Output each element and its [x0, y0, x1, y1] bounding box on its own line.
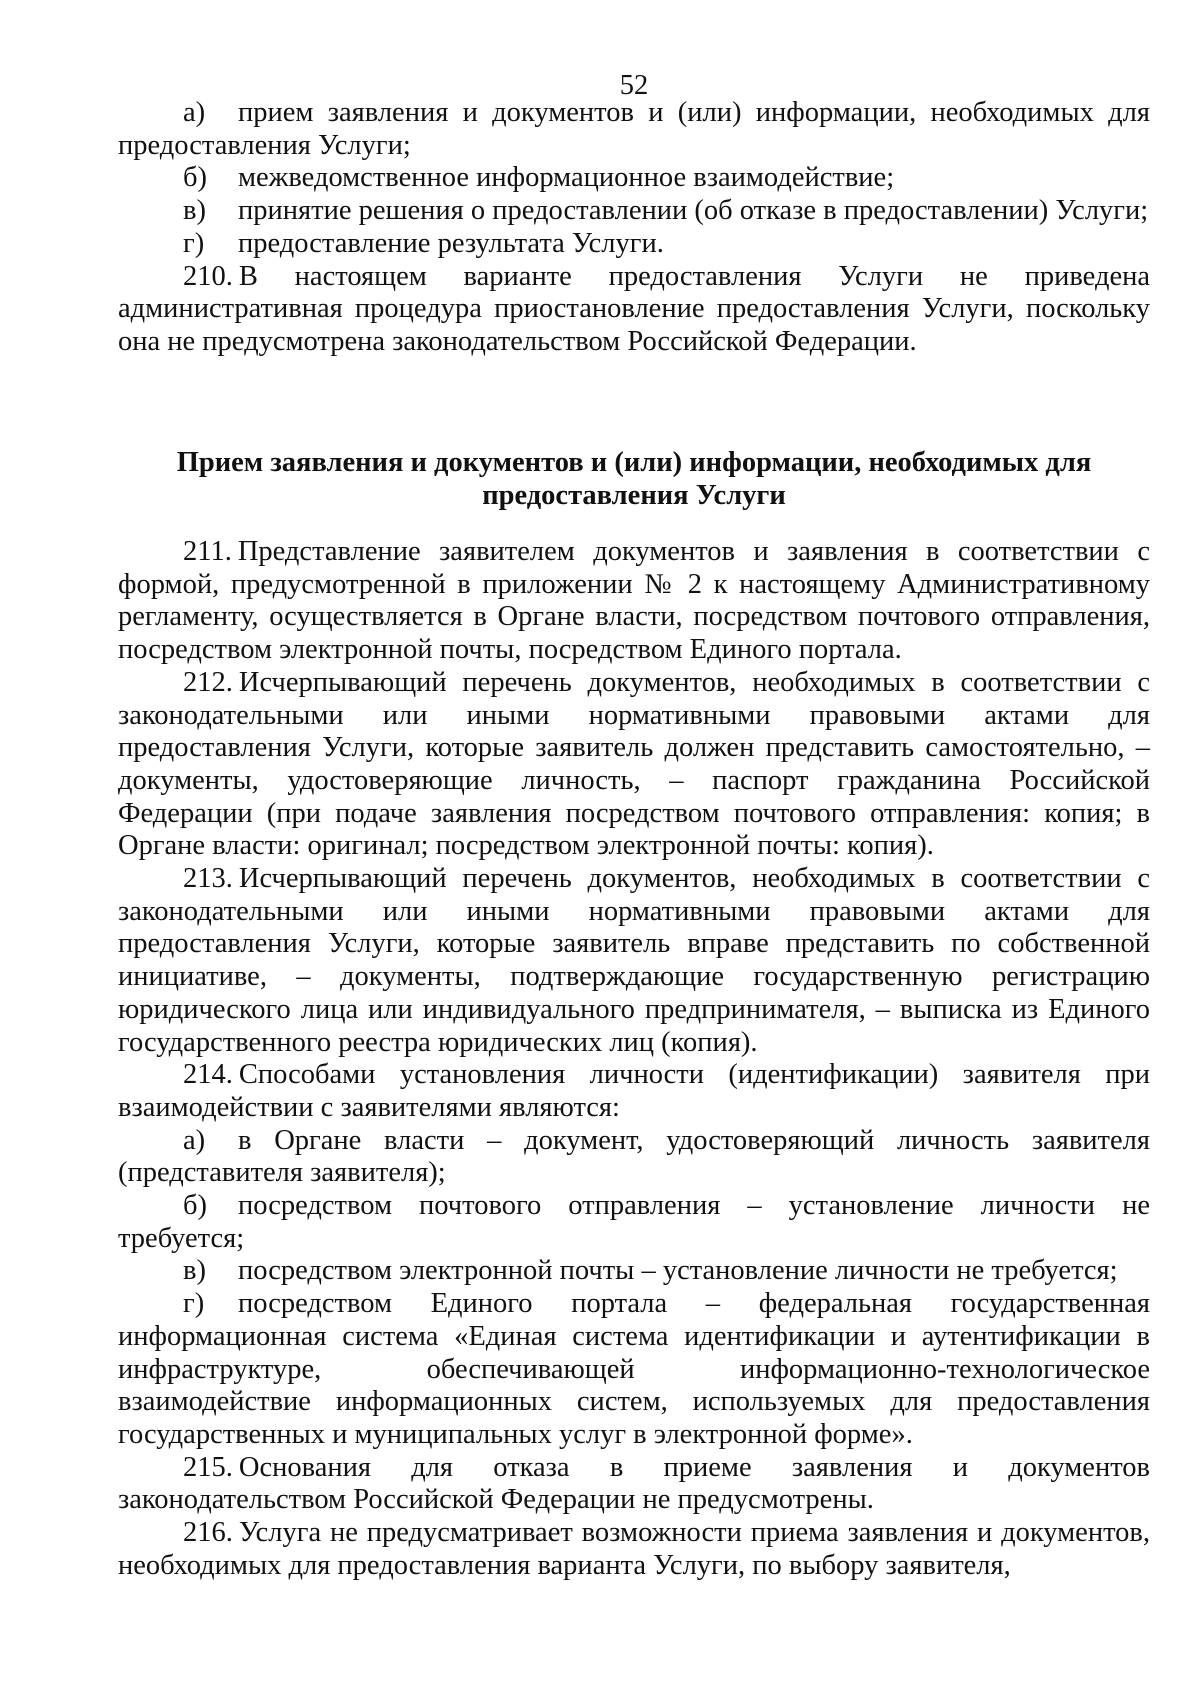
item-text: посредством электронной почты – установление личности не требуется; [238, 1255, 1118, 1287]
paragraph-number: 216. [183, 1517, 233, 1549]
item-label: б) [183, 1190, 207, 1222]
list-item-b [118, 1190, 1150, 1255]
list-item-a [118, 97, 1150, 162]
paragraph-number: 215. [183, 1451, 233, 1483]
list-item-v [118, 195, 1150, 228]
item-label: а) [183, 1124, 206, 1156]
paragraph-text: Исчерпывающий перечень документов, необходимых в соответствии с законодательными или иными нормативными правовыми актами для предоставления Услуги, которые заявитель вправе представить по собственной инициативе, – документы, подтверждающие государственную регистрацию юридического лица или индивидуального предпринимателя, – выписка из Единого государственного реестра юридических лиц (копия). [118, 863, 1150, 1058]
section-heading-block [118, 447, 1150, 512]
paragraph-text: Основания для отказа в приеме заявления и документов законодательством Российской Федерации не предусмотрены. [118, 1451, 1150, 1516]
paragraph-214 [118, 1059, 1150, 1124]
item-label: г) [183, 1288, 205, 1320]
item-text: предоставление результата Услуги. [238, 227, 664, 259]
paragraph-text: Способами установления личности (идентификации) заявителя при взаимодействии с заявителями являются: [118, 1059, 1150, 1123]
page-number: 52 [619, 70, 649, 101]
item-text: посредством почтового отправления – установление личности не требуется; [118, 1190, 1150, 1254]
list-item-b [118, 162, 1150, 195]
list-item-v [118, 1255, 1150, 1288]
paragraph-212 [118, 667, 1150, 863]
item-label: б) [183, 162, 207, 194]
paragraph-text: Услуга не предусматривает возможности приема заявления и документов, необходимых для предоставления варианта Услуги, по выбору заявителя, [118, 1517, 1150, 1581]
paragraph-text: Исчерпывающий перечень документов, необходимых в соответствии с законодательными или иными нормативными правовыми актами для предоставления Услуги, которые заявитель должен представить самостоятельно, – документы, удостоверяющие личность, – паспорт гражданина Российской Федерации (при подаче заявления посредством почтового отправления: копия; в Органе власти: оригинал; посредством электронной почты: копия). [118, 666, 1150, 862]
item-label: а) [183, 97, 206, 128]
item-label: в) [183, 1255, 206, 1287]
item-label: в) [183, 195, 206, 227]
paragraph-number: 214. [183, 1059, 233, 1091]
paragraph-text: Представление заявителем документов и заявления в соответствии с формой, предусмотренной в приложении № 2 к настоящему Административному регламенту, осуществляется в Органе власти, посредством почтового отправления, посредством электронной почты, посредством Единого портала. [118, 536, 1150, 666]
list-item-a [118, 1125, 1150, 1190]
paragraph-210 [118, 261, 1150, 359]
paragraph-number: 211. [183, 536, 232, 567]
procedures-list [118, 97, 1150, 359]
item-label: г) [183, 227, 205, 259]
paragraph-text: В настоящем варианте предоставления Услуги не приведена административная процедура приостановление предоставления Услуги, поскольку она не предусмотрена законодательством Российской Федерации. [118, 260, 1150, 357]
paragraph-216 [118, 1517, 1150, 1582]
section-body [118, 536, 1150, 1583]
list-item-g [118, 1288, 1150, 1452]
list-item-g [118, 228, 1150, 261]
paragraph-number: 213. [183, 863, 233, 895]
paragraph-213 [118, 863, 1150, 1059]
item-text: посредством Единого портала – федеральная государственная информационная система «Единая система идентификации и аутентификации в инфраструктуре, обеспечивающей информационно-технологическое взаимодействие информационных систем, используемых для предоставления государственных и муниципальных услуг в электронной форме». [118, 1288, 1150, 1450]
item-text: принятие решения о предоставлении (об отказе в предоставлении) Услуги; [238, 195, 1149, 227]
paragraph-215 [118, 1452, 1150, 1517]
paragraph-number: 212. [183, 666, 233, 698]
item-text: в Органе власти – документ, удостоверяющий личность заявителя (представителя заявителя); [118, 1124, 1150, 1189]
paragraph-211 [118, 536, 1150, 667]
item-text: прием заявления и документов и (или) информации, необходимых для предоставления Услуги; [118, 97, 1150, 161]
paragraph-number: 210. [183, 260, 233, 292]
section-heading: Прием заявления и документов и (или) информации, необходимых для предоставления Услуги [176, 447, 1092, 511]
item-text: межведомственное информационное взаимодействие; [238, 162, 895, 194]
